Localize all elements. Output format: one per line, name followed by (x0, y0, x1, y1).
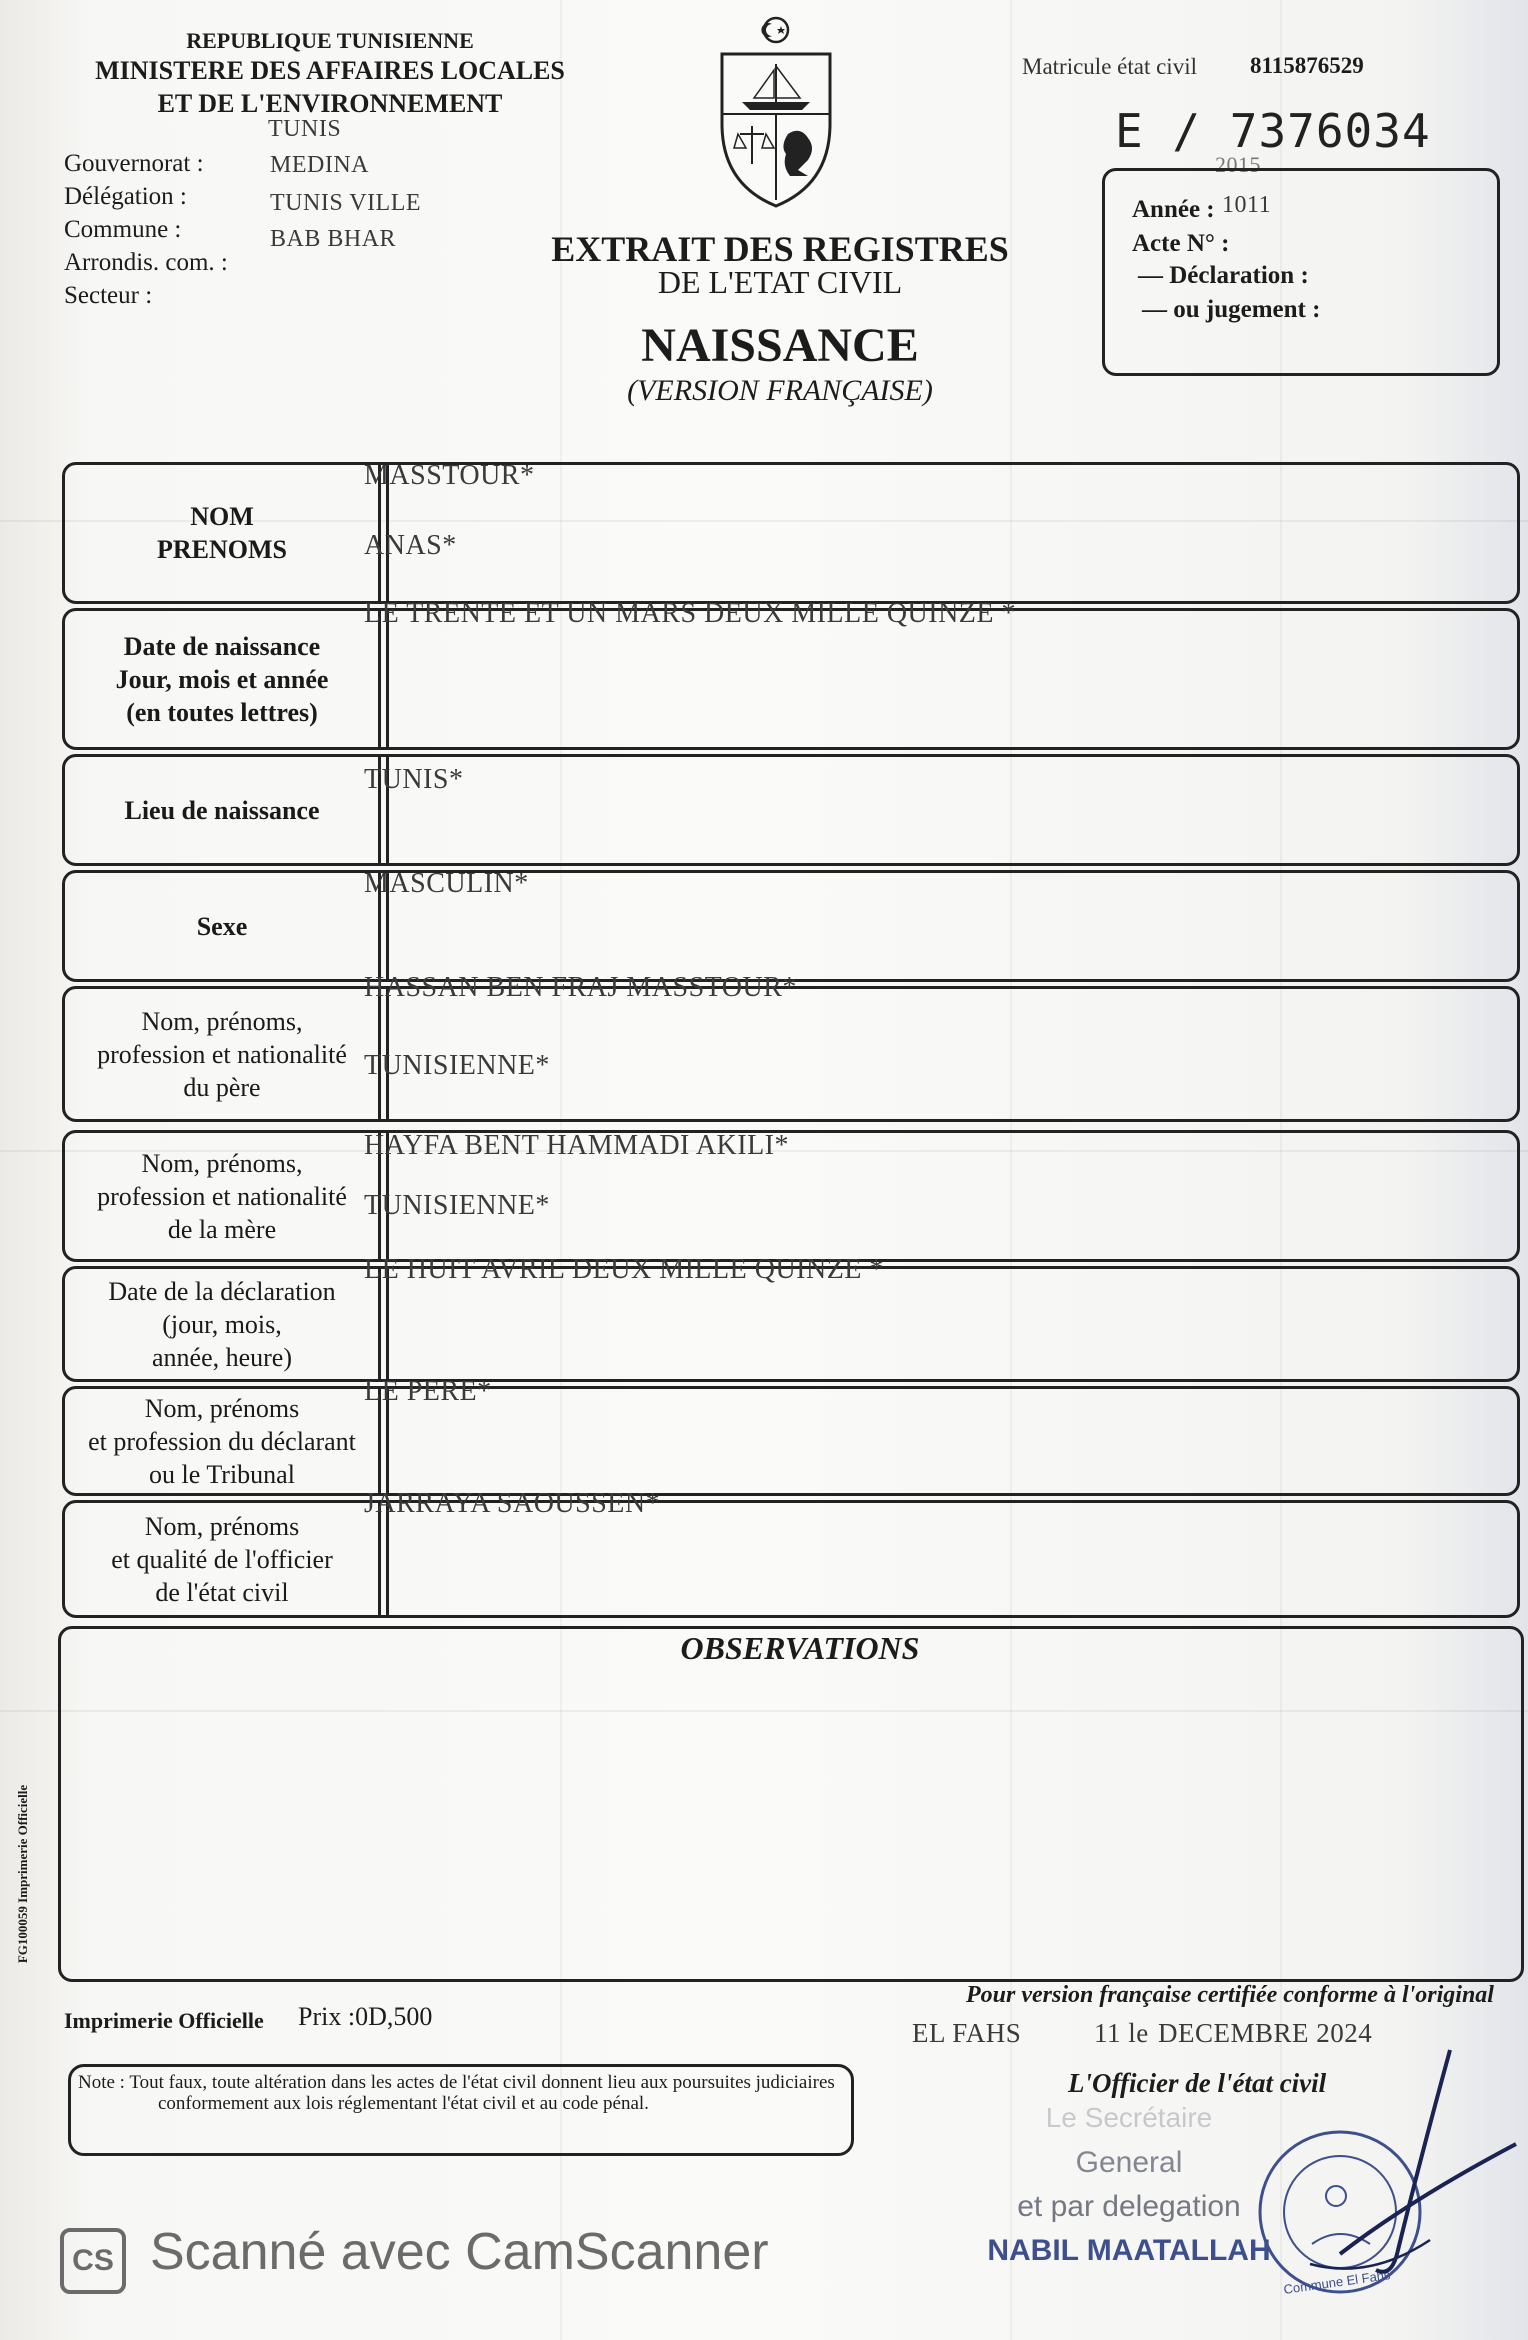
field-delegation-value: TUNIS VILLE (270, 190, 422, 216)
row-value-mere-2: TUNISIENNE* (364, 1190, 550, 1221)
imprimerie-label: Imprimerie Officielle (64, 2008, 264, 2033)
stamp-line4: NABIL MAATALLAH (987, 2234, 1271, 2267)
handwritten-signature (1280, 2040, 1520, 2300)
row-label-date-declaration: Date de la déclaration (jour, mois, année, heure) (108, 1276, 336, 1372)
row-label-declarant: Nom, prénoms et profession du déclarant ou le Tribunal (88, 1393, 356, 1489)
observations-box (58, 1626, 1524, 1982)
row-value-declarant: LE PERE* (364, 1376, 492, 1407)
seal-text: Commune El Fahs (1282, 2267, 1392, 2297)
row-value-sexe: MASCULIN* (364, 868, 529, 899)
field-gouvernorat-value: MEDINA (270, 152, 369, 178)
issue-day: 11 le (1094, 2018, 1149, 2048)
certified-conforme-text: Pour version française certifiée conforme à l'original (966, 1982, 1494, 2008)
row-value-nom-prenoms: MASSTOUR* (364, 460, 535, 491)
row-label-officier: Nom, prénoms et qualité de l'officier de l'état civil (111, 1511, 333, 1607)
document-type-title: NAISSANCE (641, 319, 919, 372)
side-print-code: FG100059 Imprimerie Officielle (15, 1784, 30, 1964)
serial-number: E / 7376034 (1115, 104, 1431, 158)
legal-note-text: Note : Tout faux, toute altération dans les actes de l'état civil donnent lieu aux poursuites judiciaires conformement aux lois réglementant l'état civil et au code pénal. (78, 2072, 835, 2114)
row-value-lieu-naissance: TUNIS* (364, 764, 464, 795)
field-commune-label: Commune : (64, 216, 182, 243)
row-label-pere: Nom, prénoms, profession et nationalité du père (97, 1006, 347, 1102)
row-label-sexe: Sexe (196, 911, 248, 941)
stamp-line1: Le Secrétaire (1045, 2102, 1213, 2133)
issue-month-year: DECEMBRE 2024 (1158, 2018, 1373, 2048)
ministry-line2: ET DE L'ENVIRONNEMENT (157, 89, 503, 118)
jugement-label: — ou jugement : (1142, 296, 1321, 323)
field-secteur-label: Secteur : (64, 282, 153, 309)
row-value-officier: JARRAYA SAOUSSEN* (364, 1488, 661, 1519)
row-value-nom-prenoms-2: ANAS* (364, 530, 457, 561)
row-value-date-declaration: LE HUIT AVRIL DEUX MILLE QUINZE * (364, 1254, 884, 1285)
ministry-line1: MINISTERE DES AFFAIRES LOCALES (95, 56, 565, 85)
price-label: Prix :0D,500 (298, 2002, 433, 2031)
field-gouvernorat-label: Gouvernorat : (64, 150, 204, 177)
title-line1: EXTRAIT DES REGISTRES (551, 229, 1009, 269)
field-commune-value: BAB BHAR (270, 226, 397, 252)
officer-title: L'Officier de l'état civil (1068, 2068, 1327, 2098)
stamp-line3: et par delegation (1017, 2190, 1241, 2223)
row-label-nom-prenoms: NOM PRENOMS (157, 502, 287, 564)
row-value-pere-2: TUNISIENNE* (364, 1050, 550, 1081)
delegation-stamp (984, 2102, 1274, 2268)
row-label-lieu-naissance: Lieu de naissance (124, 795, 320, 825)
row-value-mere: HAYFA BENT HAMMADI AKILI* (364, 1130, 790, 1161)
field-arrondissement-label: Arrondis. com. : (64, 249, 228, 276)
matricule-value: 8115876529 (1250, 53, 1364, 78)
annee-value: 1011 (1222, 192, 1272, 218)
row-label-date-naissance: Date de naissance Jour, mois et année (en toutes lettres) (115, 631, 329, 727)
issue-place: EL FAHS (912, 2018, 1022, 2048)
matricule-label: Matricule état civil (1022, 54, 1197, 79)
camscanner-logo-icon: CS (60, 2228, 126, 2294)
governorate-top-value: TUNIS (268, 116, 342, 142)
title-line2: DE L'ETAT CIVIL (657, 264, 903, 300)
tunisia-coat-of-arms-icon (712, 14, 840, 210)
camscanner-watermark-text: Scanné avec CamScanner (150, 2223, 769, 2281)
observations-title: OBSERVATIONS (680, 1630, 920, 1666)
row-label-mere: Nom, prénoms, profession et nationalité de la mère (97, 1148, 347, 1244)
republic-heading: REPUBLIQUE TUNISIENNE (186, 28, 474, 53)
annee-label: Année : (1132, 196, 1215, 223)
acte-number-label: Acte N° : (1132, 230, 1230, 257)
declaration-label: — Déclaration : (1138, 262, 1309, 289)
stamp-line2: General (1075, 2146, 1183, 2179)
acte-year-typed: 2015 (1215, 152, 1261, 177)
field-delegation-label: Délégation : (64, 183, 187, 210)
row-value-date-naissance: LE TRENTE ET UN MARS DEUX MILLE QUINZE * (364, 598, 1017, 629)
version-subtitle: (VERSION FRANÇAISE) (627, 374, 933, 407)
row-value-pere: HASSAN BEN FRAJ MASSTOUR* (364, 972, 797, 1003)
